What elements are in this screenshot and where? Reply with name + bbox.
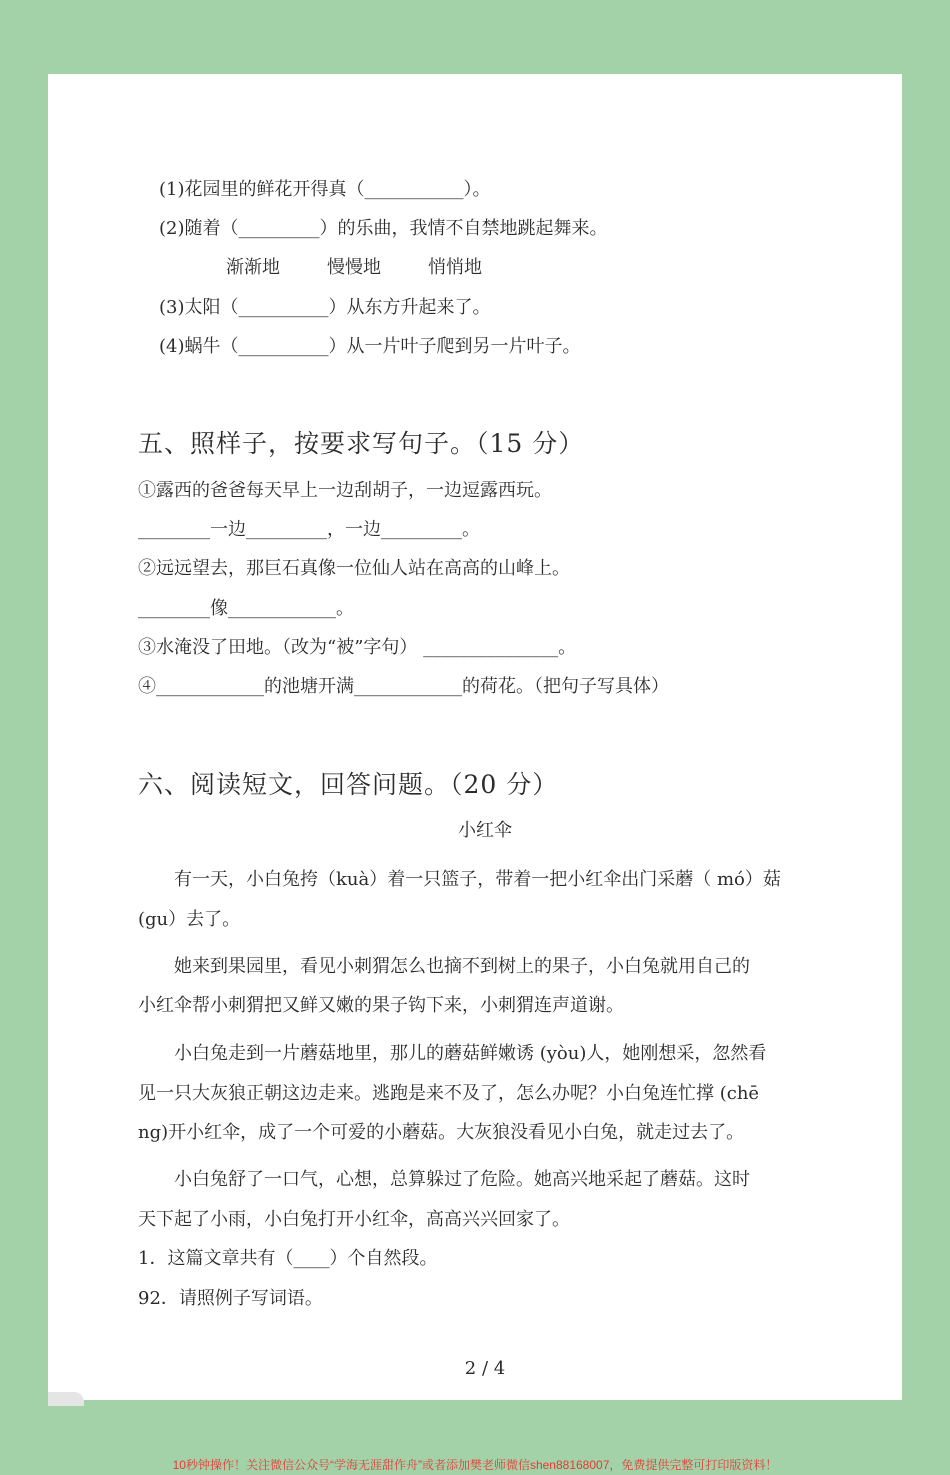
passage-title: 小红伞: [458, 820, 512, 841]
page-number: 2 / 4: [464, 1358, 506, 1379]
passage-line-7: ng)开小红伞，成了一个可爱的小蘑菇。大灰狼没看见小白兔，就走过去了。: [138, 1122, 745, 1143]
passage-line-2: (gu）去了。: [138, 909, 241, 930]
passage-line-3: 她来到果园里，看见小刺猬怎么也摘不到树上的果子，小白兔就用自己的: [174, 956, 750, 977]
section-5-line-2: ________一边_________，一边_________。: [138, 519, 480, 540]
section-5-heading: 五、照样子，按要求写句子。（15 分）: [138, 429, 585, 458]
page-corner-tab: [48, 1392, 84, 1406]
document-page: [48, 74, 902, 1400]
question-1: 1．这篇文章共有（____）个自然段。: [138, 1248, 438, 1269]
passage-line-8: 小白兔舒了一口气，心想，总算躲过了危险。她高兴地采起了蘑菇。这时: [174, 1169, 750, 1190]
footer-promo-text: 10秒钟操作！关注微信公众号“学海无涯甜作舟”或者添加樊老师微信shen88168007，免费提供完整可打印版资料！: [172, 1458, 778, 1472]
section-5-line-6: ④____________的池塘开满____________的荷花。（把句子写具体）: [138, 676, 669, 697]
question-2: 92．请照例子写词语。: [138, 1288, 323, 1309]
word-bank-3: 悄悄地: [428, 257, 482, 278]
passage-line-6: 见一只大灰狼正朝这边走来。逃跑是来不及了，怎么办呢？小白兔连忙撑 (chē: [138, 1083, 760, 1104]
section-5-line-5: ③水淹没了田地。（改为“被”字句） _______________。: [138, 637, 577, 658]
passage-line-4: 小红伞帮小刺猬把又鲜又嫩的果子钩下来，小刺猬连声道谢。: [138, 995, 624, 1016]
section-5-line-4: ________像____________。: [138, 598, 354, 619]
passage-line-1: 有一天，小白兔挎（kuà）着一只篮子，带着一把小红伞出门采蘑（ mó）菇: [174, 869, 781, 890]
section-5-line-3: ②远远望去，那巨石真像一位仙人站在高高的山峰上。: [138, 558, 570, 579]
fill-in-item-1: (1)花园里的鲜花开得真（___________）。: [159, 179, 491, 200]
word-bank-1: 渐渐地: [226, 257, 280, 278]
fill-in-item-4: (4)蜗牛（__________）从一片叶子爬到另一片叶子。: [159, 336, 581, 357]
passage-line-9: 天下起了小雨，小白兔打开小红伞，高高兴兴回家了。: [138, 1209, 570, 1230]
section-6-heading: 六、阅读短文，回答问题。（20 分）: [138, 770, 559, 799]
fill-in-item-2: (2)随着（_________）的乐曲，我情不自禁地跳起舞来。: [159, 218, 608, 239]
fill-in-item-3: (3)太阳（__________）从东方升起来了。: [159, 297, 491, 318]
passage-line-5: 小白兔走到一片蘑菇地里，那儿的蘑菇鲜嫩诱 (yòu)人，她刚想采，忽然看: [174, 1043, 767, 1064]
word-bank-2: 慢慢地: [327, 257, 381, 278]
section-5-line-1: ①露西的爸爸每天早上一边刮胡子，一边逗露西玩。: [138, 480, 552, 501]
